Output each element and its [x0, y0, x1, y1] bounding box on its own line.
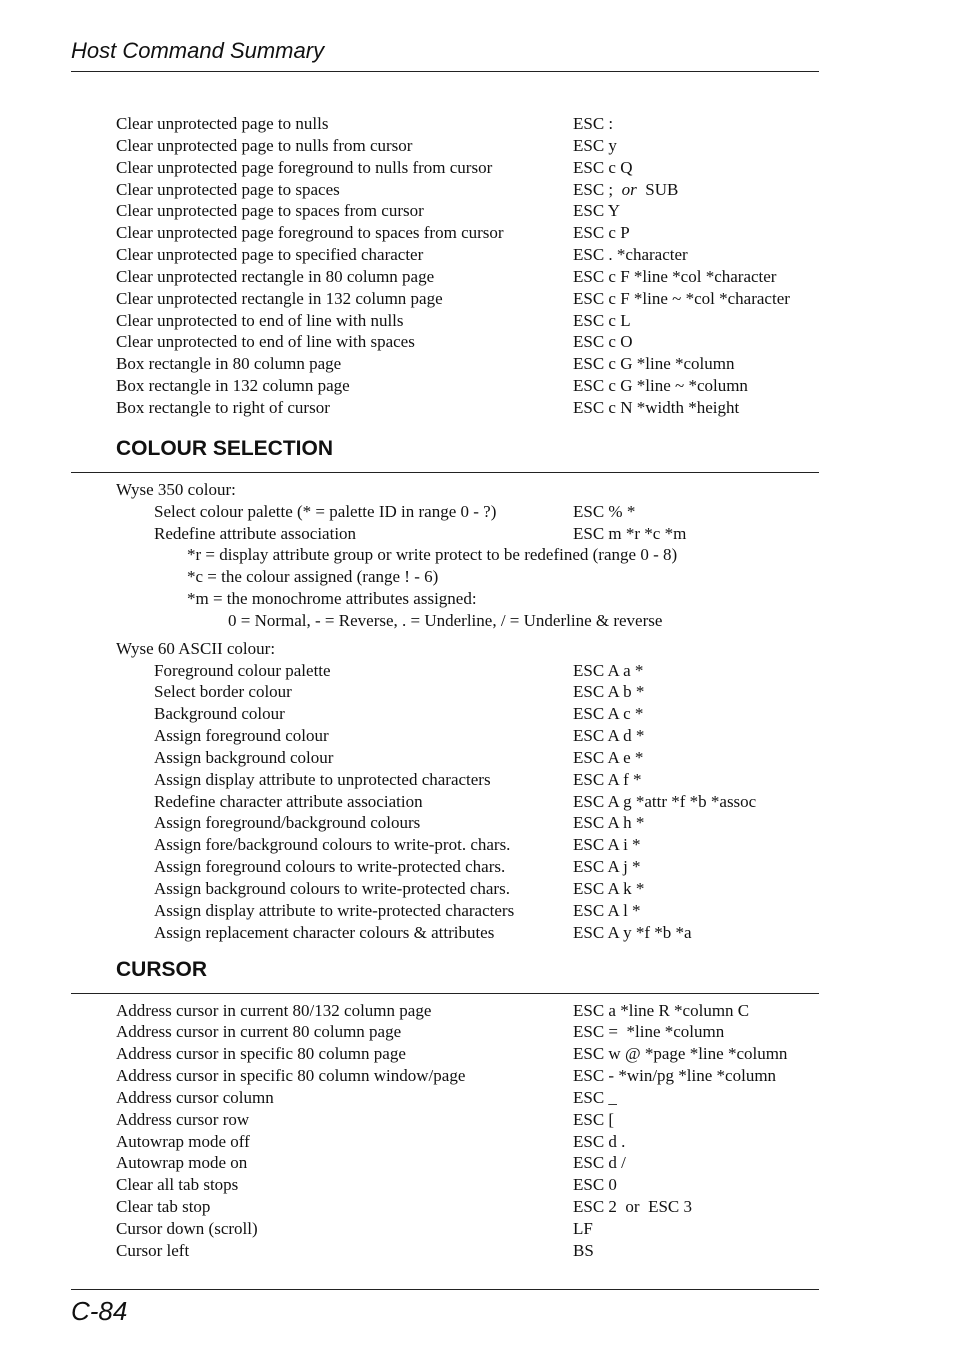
table-row: [116, 1087, 836, 1109]
command-code: ESC y: [573, 135, 617, 155]
table-row: [116, 1131, 836, 1153]
table-row: [116, 353, 836, 375]
command-code: ESC a *line R *column C: [573, 1000, 750, 1020]
section-rule: [71, 993, 819, 994]
page-number: C-84: [71, 1296, 128, 1326]
command-code: ESC d .: [573, 1131, 626, 1151]
command-description: Clear unprotected page to nulls from cursor: [116, 135, 413, 155]
command-code: ESC . *character: [573, 245, 688, 265]
section-heading-text: COLOUR SELECTION: [116, 436, 334, 460]
section-heading-text: CURSOR: [116, 957, 208, 981]
table-row: [116, 1240, 836, 1262]
command-description: Address cursor column: [116, 1087, 274, 1107]
command-code: ESC c Q: [573, 157, 633, 177]
table-row: [116, 791, 836, 813]
table-row: [116, 856, 836, 878]
command-description: Clear tab stop: [116, 1197, 211, 1217]
command-code: ESC A b *: [573, 682, 645, 702]
table-row: [116, 1000, 836, 1022]
or-conjunction: or: [621, 179, 637, 199]
command-description: Select border colour: [154, 682, 292, 702]
parameter-note: *r = display attribute group or write protect to be redefined (range 0 - 8): [187, 545, 678, 565]
command-description: Cursor left: [116, 1240, 190, 1260]
command-description: Redefine character attribute association: [154, 791, 423, 811]
command-code: ESC c G *line ~ *column: [573, 376, 748, 396]
section-heading-colour-selection: [116, 429, 836, 462]
table-row: [116, 703, 836, 725]
command-code: ESC A k *: [573, 879, 645, 898]
command-description: Clear unprotected page to spaces: [116, 179, 340, 199]
command-description: Clear unprotected page to nulls: [116, 114, 329, 133]
command-description: Address cursor in current 80/132 column page: [116, 1000, 432, 1020]
command-code: LF: [573, 1218, 593, 1238]
command-code: ESC c N *width *height: [573, 397, 740, 417]
command-code: ESC % *: [573, 501, 636, 521]
table-row: [116, 1218, 836, 1240]
command-code: ESC [: [573, 1109, 615, 1129]
command-code: ESC = *line *column: [573, 1022, 725, 1042]
command-description: Autowrap mode on: [116, 1153, 248, 1173]
command-description: Clear unprotected rectangle in 80 column page: [116, 266, 435, 286]
command-code: ESC c O: [573, 332, 633, 352]
monochrome-values-note: 0 = Normal, - = Reverse, . = Underline, / = Underline & reverse: [228, 610, 663, 630]
command-description: Assign replacement character colours & attributes: [154, 922, 495, 942]
table-row: [116, 834, 836, 856]
table-row: [116, 1043, 836, 1065]
command-description: Box rectangle in 80 column page: [116, 354, 342, 374]
parameter-note: *c = the colour assigned (range ! - 6): [187, 567, 439, 587]
command-code: BS: [573, 1240, 594, 1260]
group-label-wyse-350: Wyse 350 colour:: [116, 479, 236, 499]
command-description: Address cursor in specific 80 column page: [116, 1044, 406, 1064]
table-row: [116, 900, 836, 922]
command-description: Clear unprotected page foreground to nulls from cursor: [116, 157, 493, 177]
command-description: Clear all tab stops: [116, 1175, 239, 1195]
command-code: ESC A y *f *b *a: [573, 922, 692, 942]
command-code: ESC 0: [573, 1175, 617, 1195]
table-row: [116, 222, 836, 244]
command-description: Redefine attribute association: [154, 523, 357, 543]
section-rule: [71, 472, 819, 473]
command-description: Address cursor in specific 80 column window/page: [116, 1066, 466, 1086]
table-row: [116, 922, 836, 944]
parameter-note: *m = the monochrome attributes assigned:: [187, 589, 477, 609]
command-description: Clear unprotected rectangle in 132 column page: [116, 288, 443, 308]
command-description: Assign foreground/background colours: [154, 813, 421, 833]
command-description: Clear unprotected page foreground to spaces from cursor: [116, 223, 504, 243]
command-code: ESC A l *: [573, 900, 641, 920]
table-row: [116, 501, 836, 523]
command-description: Select colour palette (* = palette ID in range 0 - ?): [154, 501, 497, 521]
table-row: [116, 179, 836, 201]
running-header-title: Host Command Summary: [71, 38, 325, 63]
clear-commands-table: [116, 113, 836, 419]
command-code: ESC w @ *page *line *column: [573, 1044, 788, 1064]
command-description: Assign display attribute to write-protected characters: [154, 900, 515, 920]
table-row: [116, 135, 836, 157]
section-heading-cursor: [116, 950, 836, 983]
command-description: Assign fore/background colours to write-prot. chars.: [154, 835, 511, 855]
table-row: [116, 1196, 836, 1218]
table-row: [116, 660, 836, 682]
command-description: Cursor down (scroll): [116, 1218, 258, 1238]
table-row: [116, 375, 836, 397]
command-code: ESC _: [573, 1087, 617, 1107]
table-row: [116, 1152, 836, 1174]
table-row: [116, 1021, 836, 1043]
command-description: Clear unprotected page to spaces from cursor: [116, 201, 424, 221]
command-code: ESC A c *: [573, 704, 644, 724]
table-row: [116, 747, 836, 769]
command-summary-content: [116, 113, 836, 1262]
command-description: Assign display attribute to unprotected characters: [154, 769, 491, 789]
command-description: Assign background colour: [154, 747, 334, 767]
table-row: [116, 769, 836, 791]
table-row: [116, 1109, 836, 1131]
command-description: Box rectangle to right of cursor: [116, 397, 330, 417]
command-code: ESC m *r *c *m: [573, 523, 687, 543]
table-row: [116, 331, 836, 353]
group-label-wyse-60: Wyse 60 ASCII colour:: [116, 638, 276, 658]
command-code: ESC A j *: [573, 857, 641, 877]
table-row: [116, 288, 836, 310]
command-description: Autowrap mode off: [116, 1131, 250, 1151]
table-row: [116, 725, 836, 747]
command-description: Box rectangle in 132 column page: [116, 376, 350, 396]
command-code: [573, 179, 678, 201]
command-description: Assign background colours to write-protected chars.: [154, 879, 510, 898]
command-description: Assign foreground colour: [154, 726, 329, 746]
command-code: ESC c F *line ~ *col *character: [573, 288, 790, 308]
command-code: ESC :: [573, 114, 614, 133]
table-row: [116, 244, 836, 266]
command-code: ESC A h *: [573, 813, 645, 833]
command-description: Clear unprotected to end of line with nulls: [116, 310, 404, 330]
command-description: Address cursor row: [116, 1109, 250, 1129]
table-row: [116, 878, 836, 900]
command-code: ESC A f *: [573, 769, 642, 789]
header-rule: [71, 71, 819, 72]
table-row: [116, 1174, 836, 1196]
table-row: [116, 310, 836, 332]
table-row: [116, 397, 836, 419]
table-row: [116, 812, 836, 834]
command-code: ESC A d *: [573, 726, 645, 746]
command-description: Background colour: [154, 704, 285, 724]
table-row: [116, 681, 836, 703]
command-description: Foreground colour palette: [154, 660, 331, 680]
command-description: Clear unprotected page to specified character: [116, 245, 424, 265]
command-code-primary: ESC ;: [573, 179, 614, 199]
command-code: ESC A a *: [573, 660, 644, 680]
command-code: ESC - *win/pg *line *column: [573, 1066, 777, 1086]
table-row: [116, 113, 836, 135]
command-code: ESC c F *line *col *character: [573, 266, 777, 286]
table-row: [116, 200, 836, 222]
command-code: ESC c L: [573, 310, 631, 330]
command-description: Address cursor in current 80 column page: [116, 1022, 402, 1042]
footer-rule: [71, 1289, 819, 1290]
table-row: [116, 523, 836, 545]
command-code: ESC d /: [573, 1153, 626, 1173]
command-code: ESC 2 or ESC 3: [573, 1197, 693, 1217]
command-description: Assign foreground colours to write-protected chars.: [154, 857, 506, 877]
command-code-alternate: SUB: [645, 179, 679, 199]
command-code: ESC A e *: [573, 747, 644, 767]
table-row: [116, 157, 836, 179]
command-description: Clear unprotected to end of line with spaces: [116, 332, 415, 352]
command-code: ESC Y: [573, 201, 621, 221]
command-code: ESC c G *line *column: [573, 354, 735, 374]
command-code: ESC c P: [573, 223, 630, 243]
command-code: ESC A i *: [573, 835, 641, 855]
table-row: [116, 1065, 836, 1087]
table-row: [116, 266, 836, 288]
command-code: ESC A g *attr *f *b *assoc: [573, 791, 757, 811]
